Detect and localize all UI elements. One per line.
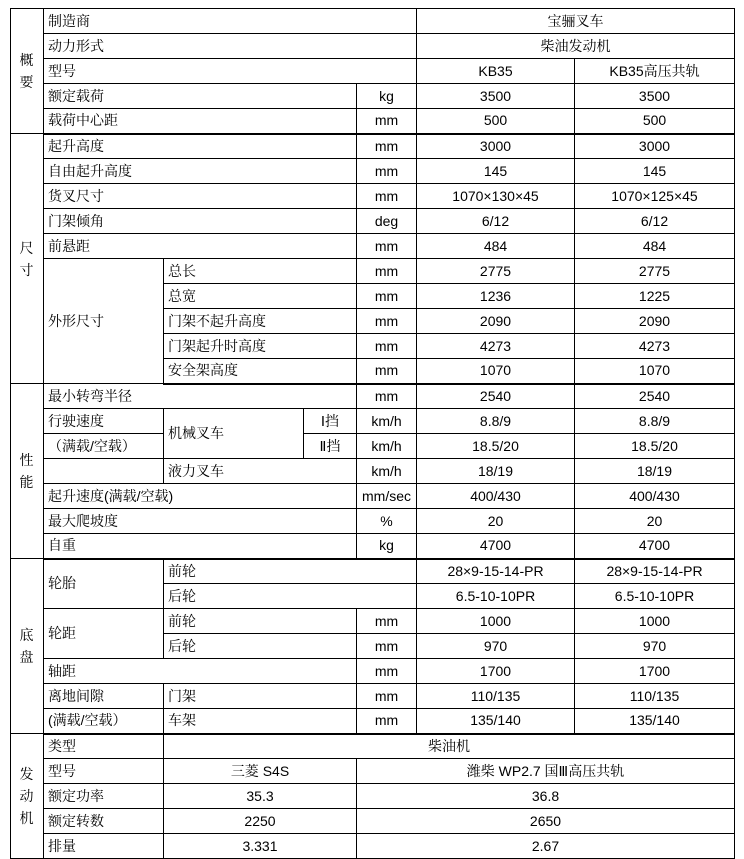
row-value-merged: 柴油发动机 bbox=[417, 34, 735, 59]
row-value-b: 18/19 bbox=[575, 459, 735, 484]
row-label: 行驶速度 bbox=[44, 409, 164, 434]
row-value-a: 2250 bbox=[164, 809, 357, 834]
row-sublabel: 机械叉车 bbox=[164, 409, 304, 459]
row-unit: mm bbox=[357, 234, 417, 259]
row-value-b: 2.67 bbox=[357, 834, 735, 859]
row-value-b: 1000 bbox=[575, 609, 735, 634]
row-gear: Ⅱ挡 bbox=[304, 434, 357, 459]
row-value-a: 2775 bbox=[417, 259, 575, 284]
row-value-b: KB35高压共轨 bbox=[575, 59, 735, 84]
row-value-b: 6/12 bbox=[575, 209, 735, 234]
table-row bbox=[11, 609, 735, 634]
table-row bbox=[11, 809, 735, 834]
row-value-b: 3500 bbox=[575, 84, 735, 109]
row-unit: mm bbox=[357, 134, 417, 159]
table-row bbox=[11, 384, 735, 409]
row-label: 最大爬坡度 bbox=[44, 509, 357, 534]
table-row bbox=[11, 259, 735, 284]
row-value-b: 1700 bbox=[575, 659, 735, 684]
row-value-b: 145 bbox=[575, 159, 735, 184]
row-sublabel: 后轮 bbox=[164, 634, 357, 659]
row-value-a: 970 bbox=[417, 634, 575, 659]
row-value-a: 18.5/20 bbox=[417, 434, 575, 459]
row-sublabel: 门架起升时高度 bbox=[164, 334, 357, 359]
row-sublabel: 车架 bbox=[164, 709, 357, 734]
row-label-group: 轮距 bbox=[44, 609, 164, 659]
table-row bbox=[11, 134, 735, 159]
row-label: (满载/空载） bbox=[44, 709, 164, 734]
row-value-a: KB35 bbox=[417, 59, 575, 84]
table-row bbox=[11, 784, 735, 809]
table-row bbox=[11, 509, 735, 534]
table-row bbox=[11, 434, 735, 459]
row-label: 额定转数 bbox=[44, 809, 164, 834]
row-unit: deg bbox=[357, 209, 417, 234]
row-value-a: 2540 bbox=[417, 384, 575, 409]
table-row bbox=[11, 759, 735, 784]
table-row bbox=[11, 734, 735, 759]
row-label: 离地间隙 bbox=[44, 684, 164, 709]
row-unit: km/h bbox=[357, 409, 417, 434]
row-value-a: 20 bbox=[417, 509, 575, 534]
row-unit: mm bbox=[357, 634, 417, 659]
row-value-b: 3000 bbox=[575, 134, 735, 159]
table-row bbox=[11, 409, 735, 434]
row-value-b: 潍柴 WP2.7 国Ⅲ高压共轨 bbox=[357, 759, 735, 784]
row-value-b: 8.8/9 bbox=[575, 409, 735, 434]
row-value-a: 三菱 S4S bbox=[164, 759, 357, 784]
row-sublabel: 总宽 bbox=[164, 284, 357, 309]
row-value-b: 1225 bbox=[575, 284, 735, 309]
row-unit: mm bbox=[357, 334, 417, 359]
table-row bbox=[11, 659, 735, 684]
row-value-b: 110/135 bbox=[575, 684, 735, 709]
row-value-b: 2090 bbox=[575, 309, 735, 334]
row-value-b: 1070 bbox=[575, 359, 735, 384]
table-row bbox=[11, 459, 735, 484]
row-unit: mm bbox=[357, 359, 417, 384]
row-unit: mm bbox=[357, 659, 417, 684]
row-label: 自由起升高度 bbox=[44, 159, 357, 184]
table-row bbox=[11, 159, 735, 184]
row-unit: km/h bbox=[357, 434, 417, 459]
row-label: （满载/空载） bbox=[44, 434, 164, 459]
table-row bbox=[11, 559, 735, 584]
row-value-b: 36.8 bbox=[357, 784, 735, 809]
row-value-a: 6.5-10-10PR bbox=[417, 584, 575, 609]
row-value-b: 2775 bbox=[575, 259, 735, 284]
row-value-a: 2090 bbox=[417, 309, 575, 334]
table-row bbox=[11, 484, 735, 509]
row-unit: mm bbox=[357, 109, 417, 134]
row-label-group: 轮胎 bbox=[44, 559, 164, 609]
row-sublabel: 安全架高度 bbox=[164, 359, 357, 384]
row-label: 动力形式 bbox=[44, 34, 417, 59]
table-row bbox=[11, 684, 735, 709]
row-label bbox=[44, 459, 164, 484]
row-unit: mm bbox=[357, 284, 417, 309]
row-value-a: 1070×130×45 bbox=[417, 184, 575, 209]
row-sublabel: 前轮 bbox=[164, 559, 417, 584]
row-gear: Ⅰ挡 bbox=[304, 409, 357, 434]
table-row bbox=[11, 34, 735, 59]
row-value-a: 135/140 bbox=[417, 709, 575, 734]
row-value-b: 135/140 bbox=[575, 709, 735, 734]
row-value-b: 2650 bbox=[357, 809, 735, 834]
row-unit: mm bbox=[357, 684, 417, 709]
row-value-a: 3.331 bbox=[164, 834, 357, 859]
table-row bbox=[11, 534, 735, 559]
row-unit: mm bbox=[357, 159, 417, 184]
row-label: 最小转弯半径 bbox=[44, 384, 357, 409]
category-chassis: 底 盘 bbox=[11, 559, 44, 734]
row-unit: mm bbox=[357, 609, 417, 634]
table-row bbox=[11, 834, 735, 859]
row-value-b: 6.5-10-10PR bbox=[575, 584, 735, 609]
row-value-b: 18.5/20 bbox=[575, 434, 735, 459]
row-value-a: 500 bbox=[417, 109, 575, 134]
row-value-a: 4273 bbox=[417, 334, 575, 359]
row-value-b: 4700 bbox=[575, 534, 735, 559]
row-value-b: 1070×125×45 bbox=[575, 184, 735, 209]
row-value-a: 6/12 bbox=[417, 209, 575, 234]
row-value-b: 20 bbox=[575, 509, 735, 534]
category-summary: 概 要 bbox=[11, 9, 44, 134]
row-value-a: 1070 bbox=[417, 359, 575, 384]
row-value-a: 145 bbox=[417, 159, 575, 184]
row-value-a: 18/19 bbox=[417, 459, 575, 484]
row-label: 排量 bbox=[44, 834, 164, 859]
row-value-b: 400/430 bbox=[575, 484, 735, 509]
row-label: 型号 bbox=[44, 59, 417, 84]
row-value-a: 3000 bbox=[417, 134, 575, 159]
row-label: 制造商 bbox=[44, 9, 417, 34]
row-label: 起升高度 bbox=[44, 134, 357, 159]
row-label: 货叉尺寸 bbox=[44, 184, 357, 209]
row-value-a: 35.3 bbox=[164, 784, 357, 809]
row-unit: mm bbox=[357, 384, 417, 409]
row-value-a: 8.8/9 bbox=[417, 409, 575, 434]
row-sublabel: 门架不起升高度 bbox=[164, 309, 357, 334]
row-value-b: 28×9-15-14-PR bbox=[575, 559, 735, 584]
row-unit: km/h bbox=[357, 459, 417, 484]
row-sublabel: 门架 bbox=[164, 684, 357, 709]
row-value-b: 484 bbox=[575, 234, 735, 259]
row-value-a: 1236 bbox=[417, 284, 575, 309]
row-value-merged: 宝骊叉车 bbox=[417, 9, 735, 34]
row-value-a: 110/135 bbox=[417, 684, 575, 709]
row-label: 额定载荷 bbox=[44, 84, 357, 109]
row-label: 门架倾角 bbox=[44, 209, 357, 234]
row-unit: mm bbox=[357, 709, 417, 734]
row-label: 型号 bbox=[44, 759, 164, 784]
row-unit: kg bbox=[357, 84, 417, 109]
table-row bbox=[11, 709, 735, 734]
table-row bbox=[11, 84, 735, 109]
row-value-b: 970 bbox=[575, 634, 735, 659]
row-unit: kg bbox=[357, 534, 417, 559]
specification-table bbox=[10, 8, 735, 859]
row-sublabel: 液力叉车 bbox=[164, 459, 357, 484]
row-unit: mm bbox=[357, 184, 417, 209]
row-label: 起升速度(满载/空载) bbox=[44, 484, 357, 509]
row-value-a: 400/430 bbox=[417, 484, 575, 509]
row-unit: mm bbox=[357, 309, 417, 334]
row-unit: mm bbox=[357, 259, 417, 284]
row-label: 前悬距 bbox=[44, 234, 357, 259]
row-value-merged: 柴油机 bbox=[164, 734, 735, 759]
table-row bbox=[11, 109, 735, 134]
row-value-a: 4700 bbox=[417, 534, 575, 559]
category-engine: 发 动 机 bbox=[11, 734, 44, 859]
row-unit: mm/sec bbox=[357, 484, 417, 509]
row-label: 轴距 bbox=[44, 659, 357, 684]
row-value-b: 4273 bbox=[575, 334, 735, 359]
table-row bbox=[11, 59, 735, 84]
row-label: 类型 bbox=[44, 734, 164, 759]
row-unit: % bbox=[357, 509, 417, 534]
row-value-a: 1700 bbox=[417, 659, 575, 684]
table-row bbox=[11, 9, 735, 34]
row-label-group: 外形尺寸 bbox=[44, 259, 164, 384]
table-row bbox=[11, 209, 735, 234]
row-sublabel: 前轮 bbox=[164, 609, 357, 634]
row-value-b: 2540 bbox=[575, 384, 735, 409]
row-value-a: 28×9-15-14-PR bbox=[417, 559, 575, 584]
row-label: 自重 bbox=[44, 534, 357, 559]
category-performance: 性 能 bbox=[11, 384, 44, 559]
category-dimensions: 尺 寸 bbox=[11, 134, 44, 384]
row-value-a: 1000 bbox=[417, 609, 575, 634]
row-label: 额定功率 bbox=[44, 784, 164, 809]
row-value-a: 484 bbox=[417, 234, 575, 259]
row-value-b: 500 bbox=[575, 109, 735, 134]
row-label: 载荷中心距 bbox=[44, 109, 357, 134]
row-sublabel: 总长 bbox=[164, 259, 357, 284]
row-value-a: 3500 bbox=[417, 84, 575, 109]
row-sublabel: 后轮 bbox=[164, 584, 417, 609]
table-row bbox=[11, 234, 735, 259]
table-row bbox=[11, 184, 735, 209]
